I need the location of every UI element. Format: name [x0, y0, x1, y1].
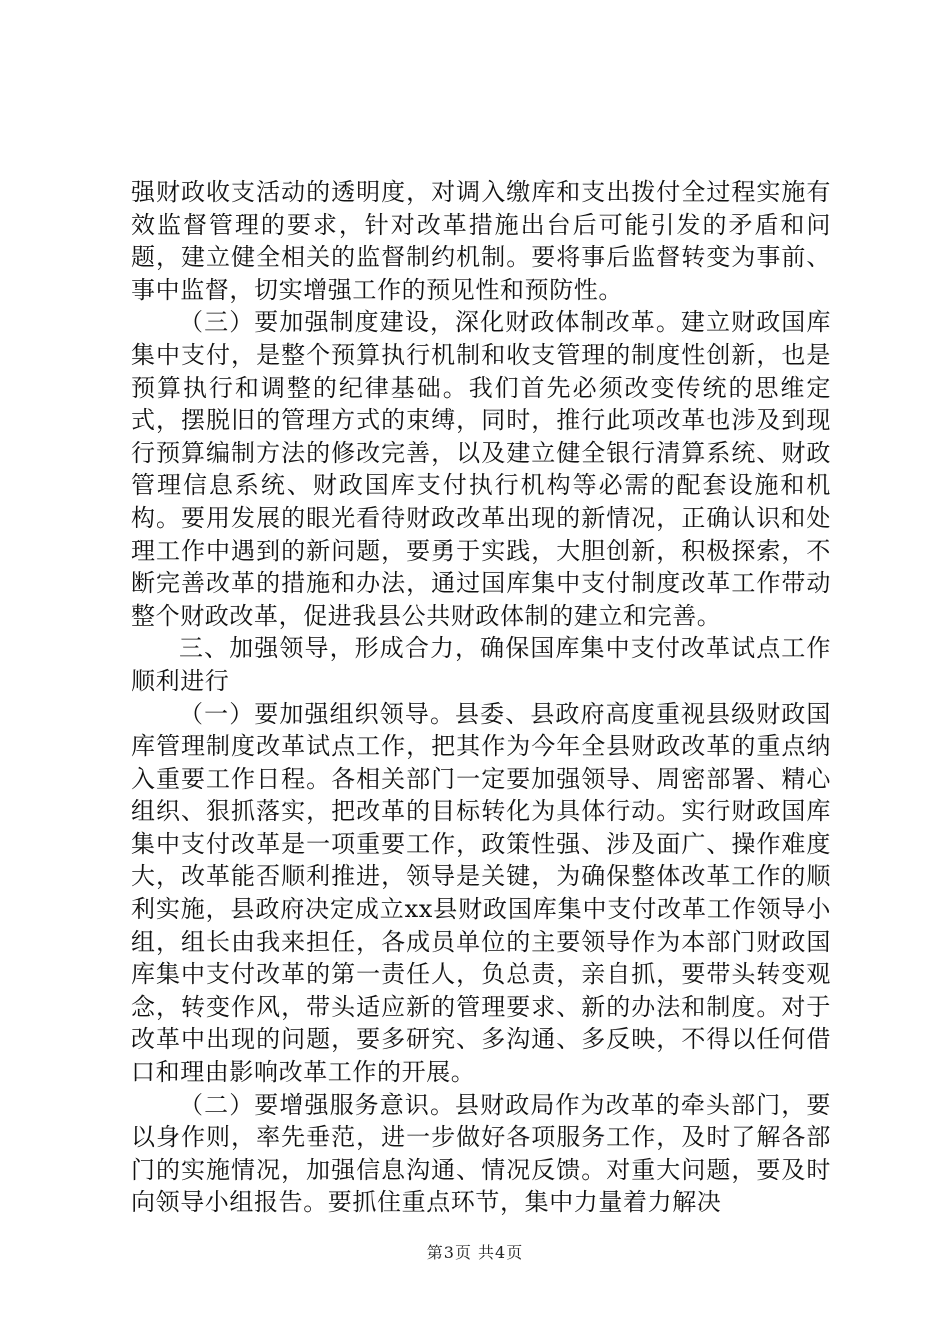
paragraph-section-3-item-1: （一）要加强组织领导。县委、县政府高度重视县级财政国库管理制度改革试点工作，把其作为今年全县财政改革的重点纳入重要工作日程。各相关部门一定要加强领导、周密部署、精心组织、狠抓落实，把改革的目标转化为具体行动。实行财政国库集中支付改革是一项重要工作，政策性强、涉及面广、操作难度大，改革能否顺利推进，领导是关键，为确保整体改革工作的顺利实施，县政府决定成立xx县财政国库集中支付改革工作领导小组，组长由我来担任，各成员单位的主要领导作为本部门财政国库集中支付改革的第一责任人，负总责，亲自抓，要带头转变观念，转变作风，带头适应新的管理要求、新的办法和制度。对于改革中出现的问题，要多研究、多沟通、多反映，不得以任何借口和理由影响改革工作的开展。 — [131, 699, 831, 1087]
section-heading-3: 三、加强领导，形成合力，确保国库集中支付改革试点工作顺利进行 — [131, 634, 831, 695]
paragraph-section-3-item-3: （三）要加强制度建设，深化财政体制改革。建立财政国库集中支付，是整个预算执行机制和收支管理的制度性创新，也是预算执行和调整的纪律基础。我们首先必须改变传统的思维定式，摆脱旧的管理方式的束缚，同时，推行此项改革也涉及到现行预算编制方法的修改完善，以及建立健全银行清算系统、财政管理信息系统、财政国库支付执行机构等必需的配套设施和机构。要用发展的眼光看待财政改革出现的新情况，正确认识和处理工作中遇到的新问题，要勇于实践，大胆创新，积极探索，不断完善改革的措施和办法，通过国库集中支付制度改革工作带动整个财政改革，促进我县公共财政体制的建立和完善。 — [131, 308, 831, 630]
paragraph-section-3-item-2: （二）要增强服务意识。县财政局作为改革的牵头部门，要以身作则，率先垂范，进一步做好各项服务工作，及时了解各部门的实施情况，加强信息沟通、情况反馈。对重大问题，要及时向领导小组报告。要抓住重点环节，集中力量着力解决 — [131, 1090, 831, 1217]
paragraph-continued: 强财政收支活动的透明度，对调入缴库和支出拨付全过程实施有效监督管理的要求，针对改革措施出台后可能引发的矛盾和问题，建立健全相关的监督制约机制。要将事后监督转变为事前、事中监督，切实增强工作的预见性和预防性。 — [131, 178, 831, 304]
document-body — [131, 176, 831, 1219]
page-footer: 第3页 共4页 — [426, 1243, 524, 1262]
